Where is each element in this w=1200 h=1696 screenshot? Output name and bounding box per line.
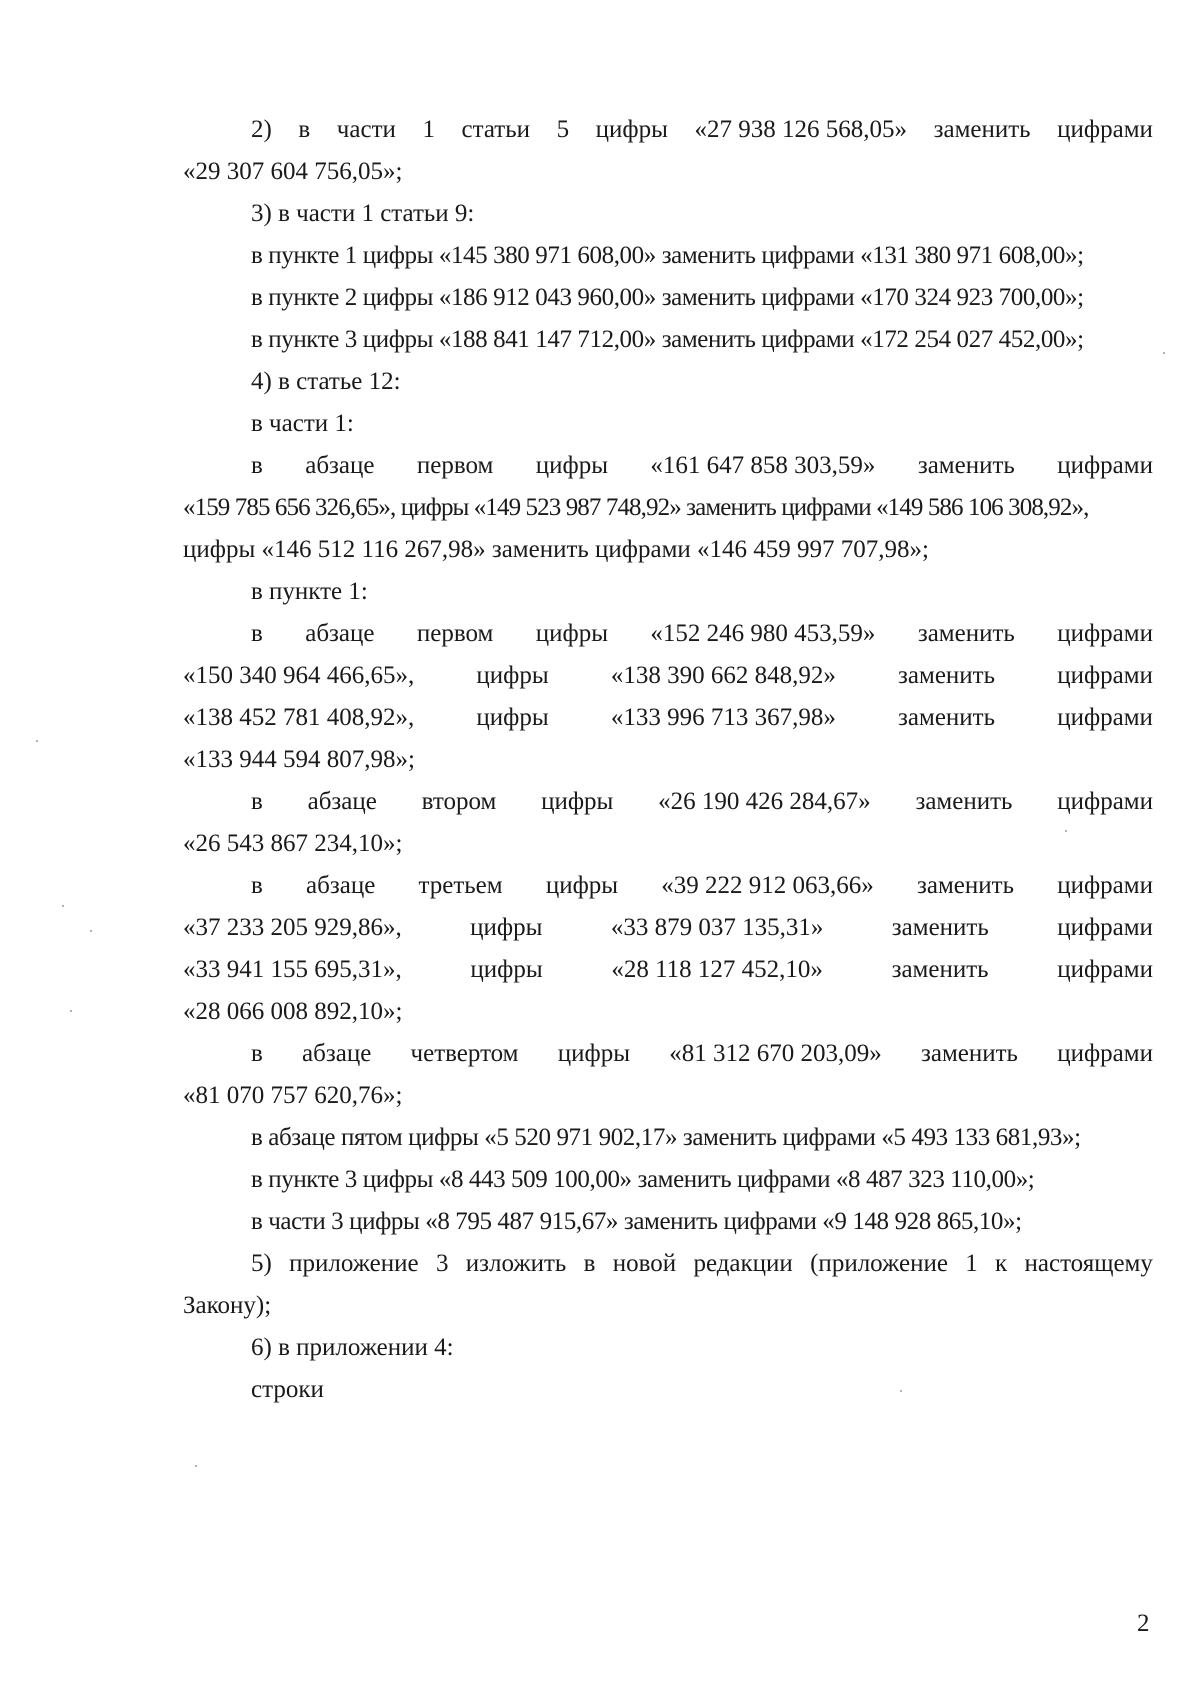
line-word: в xyxy=(251,1040,263,1067)
paragraph-line-23 xyxy=(251,1039,1153,1069)
line-word: приложение xyxy=(289,1250,419,1277)
line-word: втором xyxy=(421,788,497,815)
line-word: в xyxy=(251,788,263,815)
line-word: (приложение xyxy=(810,1250,948,1277)
line-word: 3 xyxy=(435,1250,449,1277)
paragraph-line-22: «28 066 008 892,10»; xyxy=(183,998,403,1025)
page-number: 2 xyxy=(1137,1610,1150,1637)
paragraph-line-19 xyxy=(251,871,1153,901)
line-word: «26 190 426 284,67» xyxy=(658,788,871,815)
paragraph-line-25: в абзаце пятом цифры «5 520 971 902,17» заменить цифрами «5 493 133 681,93»; xyxy=(251,1124,1081,1151)
line-word: цифрами xyxy=(1057,956,1153,983)
scan-speck xyxy=(1163,352,1165,354)
paragraph-line-24: «81 070 757 620,76»; xyxy=(183,1082,403,1109)
line-word: «152 246 980 453,59» xyxy=(650,620,876,647)
line-word: «39 222 912 063,66» xyxy=(661,872,874,899)
line-word: изложить xyxy=(465,1250,567,1277)
line-word: первом xyxy=(416,620,494,647)
line-word: четвертом xyxy=(410,1040,519,1067)
line-word: цифры xyxy=(470,956,543,983)
line-word: цифрами xyxy=(1057,788,1153,815)
line-word: заменить xyxy=(915,788,1013,815)
scan-speck xyxy=(62,905,64,907)
scan-speck xyxy=(1065,830,1067,832)
line-word: цифры xyxy=(541,788,614,815)
line-word: третьем xyxy=(418,872,503,899)
paragraph-line-28 xyxy=(251,1249,1153,1279)
line-word: настоящему xyxy=(1024,1250,1153,1277)
line-word: заменить xyxy=(891,914,989,941)
paragraph-line-16: «133 944 594 807,98»; xyxy=(183,746,415,773)
line-word: «33 941 155 695,31», xyxy=(183,956,402,983)
line-word: цифры xyxy=(476,704,549,731)
line-word: статьи xyxy=(461,116,531,143)
scan-speck xyxy=(36,740,38,742)
paragraph-line-29: Закону); xyxy=(183,1292,272,1319)
line-word: 1 xyxy=(965,1250,978,1277)
paragraph-line-8: в части 1: xyxy=(251,410,354,437)
paragraph-line-10: «159 785 656 326,65», цифры «149 523 987 748,92» заменить цифрами «149 586 106 308,92», xyxy=(183,494,1089,521)
paragraph-line-13 xyxy=(251,619,1153,649)
line-word: «37 233 205 929,86», xyxy=(183,914,402,941)
line-word: 1 xyxy=(422,116,435,143)
line-word: цифрами xyxy=(1057,620,1153,647)
line-word: цифрами xyxy=(1057,662,1153,689)
scan-speck xyxy=(70,1010,72,1012)
line-word: цифры xyxy=(476,662,549,689)
line-word: цифры xyxy=(545,872,619,899)
paragraph-line-7: 4) в статье 12: xyxy=(251,368,401,395)
line-word: 5 xyxy=(556,116,570,143)
line-word: «150 340 964 466,65», xyxy=(183,662,415,689)
paragraph-line-26: в пункте 3 цифры «8 443 509 100,00» заменить цифрами «8 487 323 110,00»; xyxy=(251,1166,1035,1193)
line-word: «138 452 781 408,92», xyxy=(183,704,415,731)
paragraph-line-20 xyxy=(183,913,1153,943)
line-word: в xyxy=(251,452,263,479)
line-word: абзаце xyxy=(305,452,375,479)
line-word: заменить xyxy=(917,872,1014,899)
line-word: цифрами xyxy=(1057,872,1153,899)
line-word: цифры xyxy=(535,452,609,479)
paragraph-line-9 xyxy=(251,451,1153,481)
scan-speck xyxy=(900,1390,902,1392)
paragraph-line-5: в пункте 2 цифры «186 912 043 960,00» заменить цифрами «170 324 923 700,00»; xyxy=(251,284,1084,311)
paragraph-line-4: в пункте 1 цифры «145 380 971 608,00» заменить цифрами «131 380 971 608,00»; xyxy=(251,242,1084,269)
paragraph-line-17 xyxy=(251,787,1153,817)
paragraph-line-18: «26 543 867 234,10»; xyxy=(183,830,403,857)
line-word: заменить xyxy=(891,956,989,983)
line-word: цифры xyxy=(557,1040,631,1067)
paragraph-line-14 xyxy=(183,661,1153,691)
line-word: в xyxy=(583,1250,596,1277)
line-word: заменить xyxy=(933,116,1031,143)
line-word: заменить xyxy=(917,620,1015,647)
line-word: «161 647 858 303,59» xyxy=(650,452,876,479)
line-word: цифрами xyxy=(1057,914,1153,941)
paragraph-line-30: 6) в приложении 4: xyxy=(251,1334,454,1361)
paragraph-line-2: «29 307 604 756,05»; xyxy=(183,158,403,185)
paragraph-line-1 xyxy=(251,115,1153,145)
line-word: цифрами xyxy=(1057,1040,1153,1067)
line-word: части xyxy=(336,116,396,143)
line-word: 5) xyxy=(251,1250,272,1277)
paragraph-line-6: в пункте 3 цифры «188 841 147 712,00» заменить цифрами «172 254 027 452,00»; xyxy=(251,326,1084,353)
paragraph-line-31: строки xyxy=(251,1376,324,1403)
line-word: новой xyxy=(612,1250,677,1277)
line-word: в xyxy=(251,620,263,647)
paragraph-line-27: в части 3 цифры «8 795 487 915,67» заменить цифрами «9 148 928 865,10»; xyxy=(251,1208,1022,1235)
paragraph-line-3: 3) в части 1 статьи 9: xyxy=(251,200,475,227)
paragraph-line-15 xyxy=(183,703,1153,733)
line-word: заменить xyxy=(898,662,996,689)
line-word: цифры xyxy=(535,620,609,647)
paragraph-line-11: цифры «146 512 116 267,98» заменить цифрами «146 459 997 707,98»; xyxy=(183,536,929,563)
line-word: абзаце xyxy=(302,1040,372,1067)
line-word: цифры xyxy=(595,116,668,143)
line-word: заменить xyxy=(917,452,1015,479)
line-word: «33 879 037 135,31» xyxy=(610,914,824,941)
line-word: цифры xyxy=(470,914,543,941)
paragraph-line-12: в пункте 1: xyxy=(251,578,368,605)
line-word: абзаце xyxy=(305,620,375,647)
line-word: к xyxy=(995,1250,1008,1277)
paragraph-line-21 xyxy=(183,955,1153,985)
line-word: абзаце xyxy=(307,788,377,815)
line-word: первом xyxy=(416,452,494,479)
line-word: «27 938 126 568,05» xyxy=(694,116,908,143)
line-word: цифрами xyxy=(1057,704,1153,731)
line-word: редакции xyxy=(693,1250,793,1277)
line-word: цифрами xyxy=(1057,452,1153,479)
line-word: «28 118 127 452,10» xyxy=(611,956,823,983)
line-word: в xyxy=(298,116,311,143)
line-word: абзаце xyxy=(306,872,376,899)
line-word: заменить xyxy=(920,1040,1018,1067)
line-word: «81 312 670 203,09» xyxy=(669,1040,882,1067)
line-word: «138 390 662 848,92» xyxy=(610,662,836,689)
scan-speck xyxy=(195,1465,197,1467)
line-word: «133 996 713 367,98» xyxy=(610,704,836,731)
line-word: цифрами xyxy=(1057,116,1153,143)
scan-speck xyxy=(90,930,92,932)
line-word: 2) xyxy=(251,116,272,143)
line-word: в xyxy=(251,872,263,899)
line-word: заменить xyxy=(898,704,996,731)
